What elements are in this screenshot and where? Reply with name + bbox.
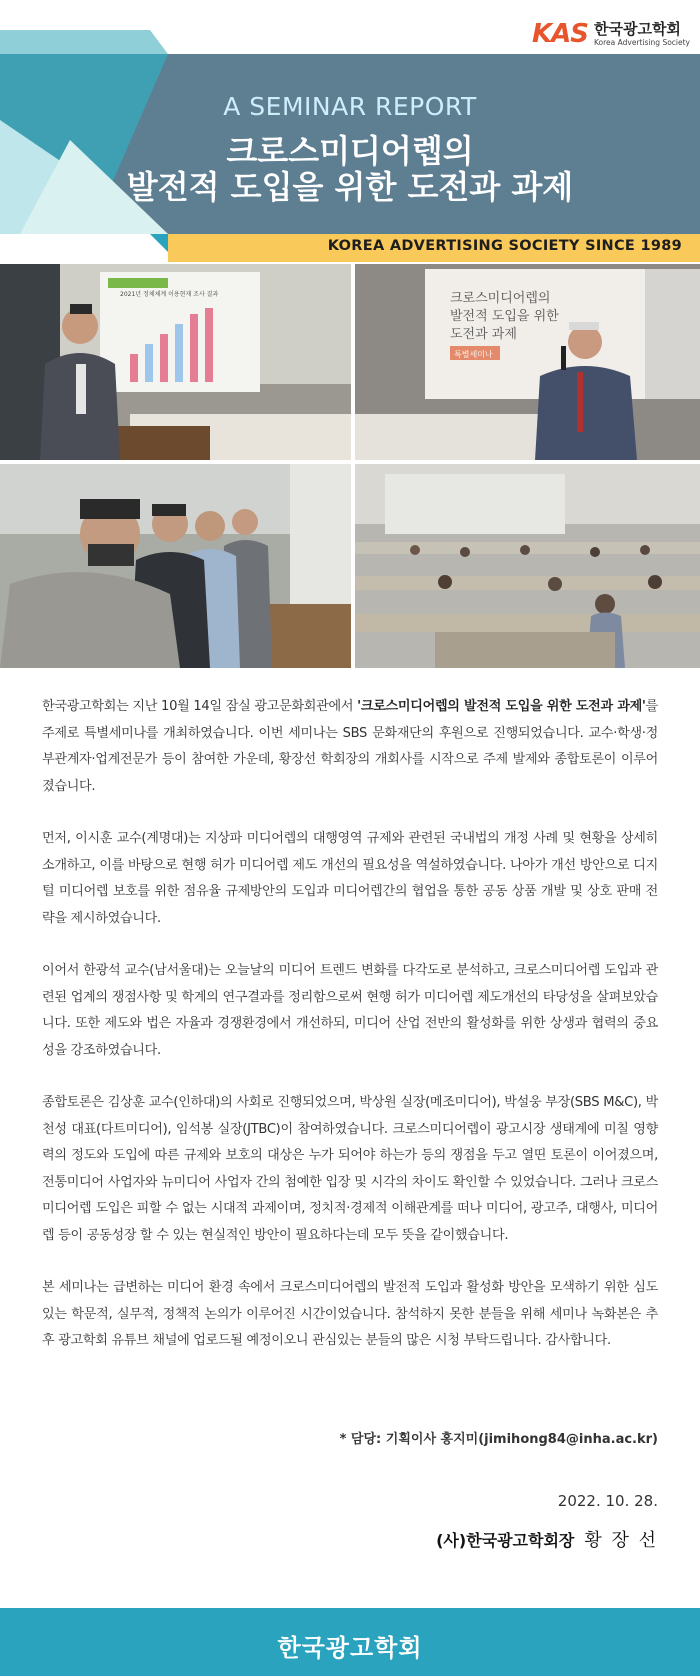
paragraph-second-presentation: 이어서 한광석 교수(남서울대)는 오늘날의 미디어 트렌드 변화를 다각도로 분석하고, 크로스미디어렙 도입과 관련된 업계의 쟁점사항 및 학계의 연구결과를 정리함으로써 현행 허가 미디어렙 제도개선의 타당성을 살펴보았습니다. 또한 제도와 법은 자율과 경쟁환경에서 개선하되, 미디어 산업 전반의 활성화를 위한 상생과 협력의 중요성을 강조하였습니다.	[42, 963, 658, 1058]
report-date: 2022. 10. 28.	[557, 1492, 658, 1510]
logo-mark: KAS	[531, 19, 588, 49]
seminar-photos	[0, 264, 700, 668]
intro-text-start: 한국광고학회는 지난 10월 14일 잠실 광고문화회관에서	[42, 699, 358, 714]
signer-name: 황 장 선	[584, 1530, 658, 1551]
signer-organization: (사)한국광고학회장	[436, 1531, 575, 1550]
contact-info: * 담당: 기획이사 홍지미(jimihong84@inha.ac.kr)	[339, 1432, 658, 1447]
speaker-with-microphone-photo	[355, 264, 700, 460]
seminar-topic: '크로스미디어렙의 발전적 도입을 위한 도전과 과제'	[357, 699, 646, 714]
report-title-line1: 크로스미디어렙의	[226, 132, 474, 170]
paragraph-panel-discussion: 종합토론은 김상훈 교수(인하대)의 사회로 진행되었으며, 박상원 실장(메조미디어), 박설웅 부장(SBS M&C), 박천성 대표(다트미디어), 임석봉 실장(JTBC)이 참여하였습니다. 크로스미디어렙이 광고시장 생태계에 미칠 영향력의 정도와 도입에 따른 규제와 보호의 대상은 누가 되어야 하는가 등의 쟁점을 두고 열띤 토론이 이어졌으며, 전통미디어 사업자와 뉴미디어 사업자 간의 첨예한 입장 및 시각의 차이도 확인할 수 있었습니다. 그러나 크로스미디어렙 도입은 피할 수 없는 시대적 과제이며, 정치적·경제적 이해관계를 떠나 미디어, 광고주, 대행사, 미디어렙 등이 공동성장 할 수 있는 현실적인 방안이 필요하다는데 모두 뜻을 같이했습니다.	[42, 1095, 658, 1243]
slide2-badge: 특별세미나	[454, 350, 493, 359]
slide1-title: 2021년 정체체계 이용현재 조사 결과	[120, 291, 219, 298]
footer-society-name: 한국광고학회	[277, 1634, 423, 1662]
slide2-line1: 크로스미디어렙의	[450, 291, 551, 306]
panel-discussion-photo	[0, 464, 351, 668]
report-header	[0, 0, 700, 262]
logo-korean-name: 한국광고학회	[593, 19, 681, 38]
signer	[436, 1526, 658, 1552]
speaker-presenting-photo	[0, 264, 351, 460]
slide2-line3: 도전과 과제	[450, 327, 517, 342]
paragraph-first-presentation: 먼저, 이시훈 교수(계명대)는 지상파 미디어렙의 대행영역 규제와 관련된 국내법의 개정 사례 및 현황을 상세히 소개하고, 이를 바탕으로 현행 허가 미디어렙 제도 개선의 필요성을 역설하였습니다. 나아가 개선 방안으로 디지털 미디어렙 보호를 위한 점유율 규제방안의 도입과 미디어렙간의 협업을 통한 공동 상품 개발 및 상호 판매 전략을 제시하였습니다.	[42, 831, 658, 926]
report-title-line2: 발전적 도입을 위한 도전과 과제	[126, 168, 574, 206]
paragraph-closing: 본 세미나는 급변하는 미디어 환경 속에서 크로스미디어렙의 발전적 도입과 활성화 방안을 모색하기 위한 심도 있는 학문적, 실무적, 정책적 논의가 이루어진 시간이었습니다. 참석하지 못한 분들을 위해 세미나 녹화본은 추후 광고학회 유튜브 채널에 업로드될 예정이오니 관심있는 분들의 많은 시청 부탁드립니다. 감사합니다.	[42, 1280, 658, 1348]
logo-english-name: Korea Advertising Society	[593, 37, 690, 47]
footer-bar	[0, 1608, 700, 1676]
paragraph-intro	[42, 694, 658, 800]
since-text: KOREA ADVERTISING SOCIETY SINCE 1989	[327, 238, 682, 254]
report-body	[42, 694, 658, 1381]
slide2-line2: 발전적 도입을 위한	[450, 309, 559, 324]
intro-text-end: 를 주제로 특별세미나를 개최하였습니다. 이번 세미나는 SBS 문화재단의 후원으로 진행되었습니다. 교수·학생·정부관계자·업계전문가 등이 참여한 가운데, 황장선 학회장의 개회사를 시작으로 주제 발제와 종합토론이 이루어졌습니다.	[42, 699, 658, 794]
audience-photo	[355, 464, 700, 668]
report-subtitle: A SEMINAR REPORT	[223, 92, 477, 121]
